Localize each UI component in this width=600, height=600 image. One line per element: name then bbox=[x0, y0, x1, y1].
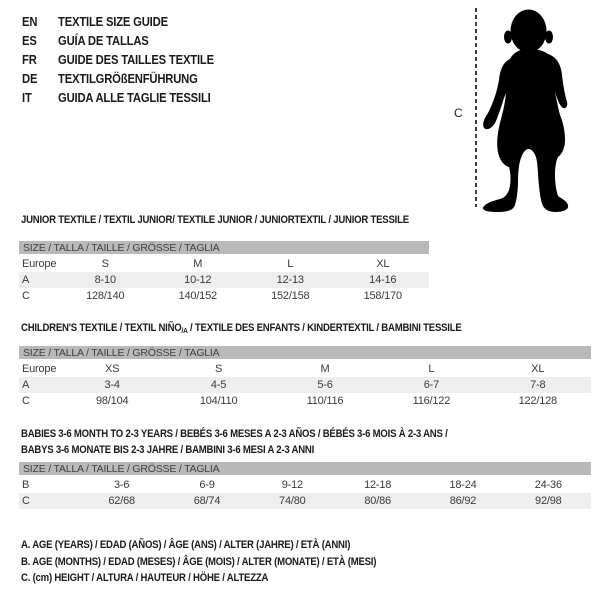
babies-title-text-1: BABIES 3-6 MONTH TO 2-3 YEARS / BEBÉS 3-6 MESES A 2-3 AÑOS / BÉBÉS 3-6 MOIS À 2-3 ANS / bbox=[21, 428, 448, 440]
size-cell: 3-6 bbox=[114, 479, 130, 491]
row-label: C bbox=[19, 493, 79, 509]
size-cell: 68/74 bbox=[164, 493, 249, 509]
table-row bbox=[19, 360, 591, 377]
junior-table-title bbox=[21, 214, 467, 226]
babies-title-text-2: BABYS 3-6 MONATE BIS 2-3 JAHRE / BAMBINI 3-6 MESI A 2-3 ANNI bbox=[21, 444, 315, 456]
lang-code: EN bbox=[22, 14, 38, 29]
size-cell: 18-24 bbox=[449, 479, 477, 491]
language-title-list bbox=[22, 12, 214, 107]
height-measure-label: C bbox=[454, 106, 463, 120]
size-cell: S bbox=[215, 363, 223, 375]
size-cell: 7-8 bbox=[485, 377, 591, 393]
size-header-row bbox=[19, 346, 591, 360]
footnote-c bbox=[21, 570, 429, 587]
lang-code: ES bbox=[22, 33, 37, 48]
footnotes bbox=[21, 537, 429, 587]
size-cell: 122/128 bbox=[518, 395, 557, 407]
lang-row-fr bbox=[22, 50, 214, 69]
size-cell: 12-18 bbox=[364, 479, 392, 491]
footnote-c-text: C. (cm) HEIGHT / ALTURA / HAUTEUR / HÖHE / ALTEZZA bbox=[21, 572, 269, 584]
size-cell: 24-36 bbox=[534, 479, 562, 491]
row-label: Europe bbox=[22, 363, 57, 375]
footnote-b-text: B. AGE (MONTHS) / EDAD (MESES) / ÂGE (MOIS) / ALTER (MONATE) / ETÀ (MESI) bbox=[21, 555, 377, 568]
size-cell: XS bbox=[105, 363, 120, 375]
table-row bbox=[19, 272, 429, 288]
row-label: Europe bbox=[22, 258, 57, 270]
children-size-table bbox=[19, 346, 591, 409]
footnote-a bbox=[21, 537, 429, 554]
footnote-a-text: A. AGE (YEARS) / EDAD (AÑOS) / ÂGE (ANS) / ALTER (JAHRE) / ETÀ (ANNI) bbox=[21, 539, 351, 551]
size-cell: 14-16 bbox=[337, 272, 430, 288]
babies-size-table bbox=[19, 462, 591, 509]
size-cell: 8-10 bbox=[59, 272, 152, 288]
size-cell: L bbox=[287, 258, 294, 270]
size-cell: 140/152 bbox=[178, 290, 217, 302]
lang-row-en bbox=[22, 12, 214, 31]
table-row bbox=[19, 377, 591, 393]
title-part-subscript: /A bbox=[181, 326, 188, 335]
size-header-cell: SIZE / TALLA / TAILLE / GRÖSSE / TAGLIA bbox=[19, 346, 591, 360]
babies-table-title-line2 bbox=[21, 444, 358, 456]
row-label: A bbox=[19, 272, 59, 288]
table-row bbox=[19, 476, 591, 493]
lang-row-de bbox=[22, 69, 214, 88]
lang-code: DE bbox=[22, 71, 38, 86]
size-cell: 4-5 bbox=[165, 377, 271, 393]
size-cell: 80/86 bbox=[335, 493, 420, 509]
size-cell: 62/68 bbox=[79, 493, 164, 509]
title-part: CHILDREN'S TEXTILE / TEXTIL NIÑO bbox=[21, 322, 182, 334]
size-cell: 6-7 bbox=[378, 377, 484, 393]
size-cell: 92/98 bbox=[506, 493, 591, 509]
lang-code: FR bbox=[22, 52, 37, 67]
lang-title: TEXTILE SIZE GUIDE bbox=[58, 14, 168, 29]
junior-size-table bbox=[19, 241, 429, 304]
size-cell: 12-13 bbox=[244, 272, 337, 288]
lang-title: GUÍA DE TALLAS bbox=[58, 33, 149, 48]
size-cell: 6-9 bbox=[199, 479, 215, 491]
lang-row-es bbox=[22, 31, 214, 50]
size-cell: 10-12 bbox=[152, 272, 245, 288]
size-cell: M bbox=[320, 363, 330, 375]
table-row bbox=[19, 288, 429, 304]
size-header-row bbox=[19, 462, 591, 476]
babies-table-title-line1 bbox=[21, 428, 511, 440]
children-table-title bbox=[21, 322, 527, 335]
size-header-cell: SIZE / TALLA / TAILLE / GRÖSSE / TAGLIA bbox=[19, 241, 429, 255]
size-cell: 74/80 bbox=[250, 493, 335, 509]
footnote-b bbox=[21, 554, 429, 571]
size-cell: 3-4 bbox=[59, 377, 165, 393]
lang-title: TEXTILGRÖßENFÜHRUNG bbox=[58, 71, 198, 86]
lang-title: GUIDA ALLE TAGLIE TESSILI bbox=[58, 90, 211, 105]
size-cell: S bbox=[101, 258, 109, 270]
size-cell: 86/92 bbox=[420, 493, 505, 509]
size-cell: XL bbox=[531, 363, 545, 375]
size-cell: 128/140 bbox=[86, 290, 125, 302]
table-row bbox=[19, 493, 591, 509]
size-cell: 5-6 bbox=[272, 377, 378, 393]
junior-table-title-text: JUNIOR TEXTILE / TEXTIL JUNIOR/ TEXTILE JUNIOR / JUNIORTEXTIL / JUNIOR TESSILE bbox=[21, 214, 409, 226]
row-label: C bbox=[22, 290, 30, 302]
size-cell: 116/122 bbox=[412, 395, 451, 407]
size-cell: XL bbox=[376, 258, 390, 270]
size-cell: 98/104 bbox=[95, 395, 129, 407]
table-row bbox=[19, 393, 591, 409]
lang-row-it bbox=[22, 88, 214, 107]
size-cell: 9-12 bbox=[281, 479, 303, 491]
baby-silhouette-icon bbox=[470, 2, 590, 217]
size-header-cell: SIZE / TALLA / TAILLE / GRÖSSE / TAGLIA bbox=[19, 462, 591, 476]
size-cell: L bbox=[428, 363, 435, 375]
size-cell: 152/158 bbox=[271, 290, 310, 302]
children-table-title-text bbox=[21, 322, 462, 335]
size-cell: 104/110 bbox=[199, 395, 238, 407]
table-row bbox=[19, 255, 429, 272]
size-cell: M bbox=[193, 258, 203, 270]
title-part: / TEXTILE DES ENFANTS / KINDERTEXTIL / BAMBINI TESSILE bbox=[187, 322, 462, 334]
row-label: C bbox=[22, 395, 30, 407]
size-cell: 110/116 bbox=[306, 395, 344, 407]
size-cell: 158/170 bbox=[363, 290, 402, 302]
lang-code: IT bbox=[22, 90, 32, 105]
size-header-row bbox=[19, 241, 429, 255]
lang-title: GUIDE DES TAILLES TEXTILE bbox=[58, 52, 214, 67]
row-label: B bbox=[22, 479, 30, 491]
row-label: A bbox=[19, 377, 59, 393]
